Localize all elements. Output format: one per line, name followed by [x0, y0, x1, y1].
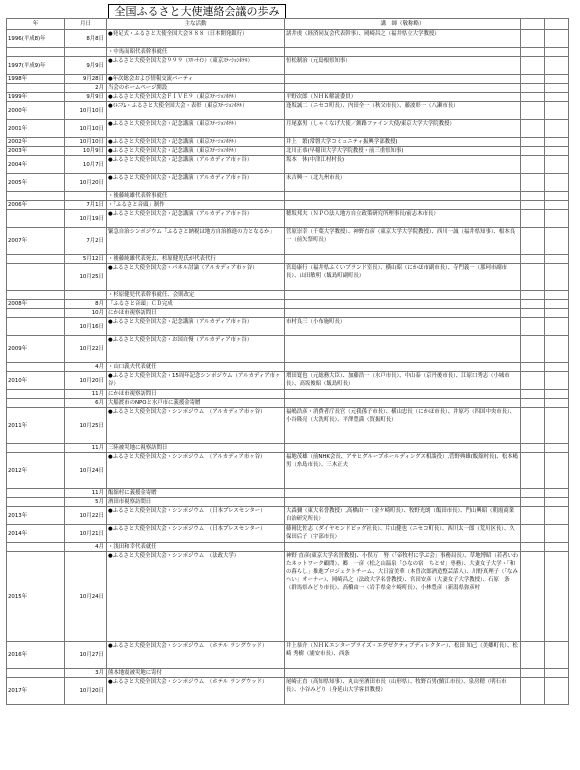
- blank-cell: [521, 318, 545, 336]
- lecturer-cell: 恒松制治（元島根県知事）: [285, 57, 521, 75]
- blank-cell: [545, 300, 569, 309]
- blank-cell: [521, 678, 545, 705]
- activity-cell: ・山口義夫代表就任: [107, 363, 285, 372]
- date-cell: 10月20日: [65, 372, 107, 390]
- lecturer-cell: 末吉興一（北九州市長）: [285, 174, 521, 192]
- year-cell: [7, 48, 65, 57]
- blank-cell: [545, 309, 569, 318]
- year-cell: 2017年: [7, 678, 65, 705]
- date-cell: 10月19日: [65, 210, 107, 228]
- lecturer-cell: [285, 336, 521, 363]
- blank-cell: [521, 552, 545, 642]
- blank-cell: [545, 372, 569, 390]
- blank-cell: [545, 669, 569, 678]
- blank-cell: [545, 543, 569, 552]
- activity-cell: 熊本地震被災地に寄付: [107, 669, 285, 678]
- activity-cell: ●ふるさと大使全国大会・シンポジウム （ホテル ラングウッド）: [107, 642, 285, 669]
- table-row: [7, 255, 569, 264]
- activity-cell: ●ふるさと大使全国大会・記念講演（東京ｽﾃｰｼｮﾝﾎﾃﾙ）: [107, 147, 285, 156]
- header-blank-2: [545, 19, 569, 30]
- activity-cell: にかほ市視察訪問日: [107, 390, 285, 399]
- table-row: [7, 102, 569, 120]
- lecturer-cell: 井上 繁(常磐大学コミュニティ振興学部教授): [285, 138, 521, 147]
- blank-cell: [545, 291, 569, 300]
- activity-cell: ・中馬而昭代表幹事就任: [107, 48, 285, 57]
- date-cell: 10月20日: [65, 174, 107, 192]
- lecturer-cell: [285, 300, 521, 309]
- blank-cell: [521, 309, 545, 318]
- date-cell: 6月: [65, 399, 107, 408]
- date-cell: 10月27日: [65, 642, 107, 669]
- activity-cell: ●発足式・ふるさと大使全国大会８８８（日本開発銀行）: [107, 30, 285, 48]
- activity-cell: ●ふるさと大使全国大会・記念講演（東京ｽﾃｰｼｮﾝﾎﾃﾙ）: [107, 138, 285, 147]
- blank-cell: [545, 228, 569, 255]
- blank-cell: [521, 498, 545, 507]
- blank-cell: [545, 201, 569, 210]
- blank-cell: [521, 138, 545, 147]
- lecturer-cell: [285, 84, 521, 93]
- activity-cell: ●ふるさと大使全国大会・記念講演（東京ｽﾃｰｼｮﾝﾎﾃﾙ）: [107, 120, 285, 138]
- activity-cell: ●ふるさと大使全国大会ＦＩＶＥ９（東京ｽﾃｰｼｮﾝﾎﾃﾙ）: [107, 93, 285, 102]
- year-cell: 1998年: [7, 75, 65, 84]
- blank-cell: [521, 264, 545, 291]
- lecturer-cell: [285, 201, 521, 210]
- activity-cell: 酒田市視察訪問日: [107, 498, 285, 507]
- activity-cell: ・浅田和幸代表就任: [107, 543, 285, 552]
- table-row: [7, 318, 569, 336]
- date-cell: 10月10日: [65, 102, 107, 120]
- table-row: [7, 669, 569, 678]
- blank-cell: [521, 336, 545, 363]
- date-cell: 7月1日: [65, 201, 107, 210]
- blank-cell: [521, 525, 545, 543]
- activity-cell: ・「ふるさと音頭」制作: [107, 201, 285, 210]
- blank-cell: [521, 390, 545, 399]
- blank-cell: [521, 444, 545, 453]
- blank-cell: [545, 318, 569, 336]
- header-blank-1: [521, 19, 545, 30]
- date-cell: 10月21日: [65, 525, 107, 543]
- lecturer-cell: [285, 255, 521, 264]
- year-cell: 2011年: [7, 408, 65, 444]
- blank-cell: [521, 48, 545, 57]
- table-row: [7, 228, 569, 255]
- activity-cell: ●ふるさと大使全国大会・記念講演（アルカディア市ヶ谷）: [107, 156, 285, 174]
- blank-cell: [545, 444, 569, 453]
- blank-cell: [545, 147, 569, 156]
- header-row: [7, 19, 569, 30]
- activity-cell: 大船渡市のNPOと水戸市に義援金寄贈: [107, 399, 285, 408]
- year-cell: [7, 399, 65, 408]
- date-cell: 9月9日: [65, 93, 107, 102]
- activity-cell: ●ふるさと大使全国大会・15周年記念シンポジウム（アルカディア市ヶ谷）: [107, 372, 285, 390]
- blank-cell: [545, 498, 569, 507]
- blank-cell: [521, 201, 545, 210]
- year-cell: 2013年: [7, 507, 65, 525]
- lecturer-cell: [285, 192, 521, 201]
- blank-cell: [521, 642, 545, 669]
- blank-cell: [521, 372, 545, 390]
- date-cell: 10月22日: [65, 507, 107, 525]
- lecturer-cell: [285, 543, 521, 552]
- date-cell: [65, 192, 107, 201]
- lecturer-cell: 菅原崇幸（千葉大学教授）、神野直彦（東京大学大学院教授）、西川一誠（福井県知事）、根本良一（前矢祭町長）: [285, 228, 521, 255]
- lecturer-cell: 諸井虔（経済同友会代表幹事）、岡崎昌之（福井県立大学教授）: [285, 30, 521, 48]
- blank-cell: [545, 93, 569, 102]
- date-cell: 11月: [65, 489, 107, 498]
- lecturer-cell: 坂本 休(中津江村村長): [285, 156, 521, 174]
- activity-cell: ●ﾐﾚﾆｱﾑ・ふるさと大使全国大会・表彰（東京ｽﾃｰｼｮﾝﾎﾃﾙ）: [107, 102, 285, 120]
- activity-cell: ●ふるさと大使全国大会・シンポジウム （日本プレスセンター）: [107, 507, 285, 525]
- date-cell: 10月24日: [65, 453, 107, 489]
- date-cell: 5月12日: [65, 255, 107, 264]
- year-cell: 2015年: [7, 552, 65, 642]
- blank-cell: [545, 120, 569, 138]
- table-row: [7, 399, 569, 408]
- year-cell: 2001年: [7, 120, 65, 138]
- blank-cell: [521, 408, 545, 444]
- lecturer-cell: 北川正恭(早稲田大学大学院教授・前三重県知事): [285, 147, 521, 156]
- year-cell: [7, 489, 65, 498]
- activity-cell: ●ふるさと大使全国大会・パネル討論（アルカディア市ヶ谷）: [107, 264, 285, 291]
- table-row: [7, 543, 569, 552]
- blank-cell: [521, 156, 545, 174]
- year-cell: [7, 318, 65, 336]
- table-row: [7, 93, 569, 102]
- date-cell: 3月: [65, 669, 107, 678]
- blank-cell: [521, 210, 545, 228]
- date-cell: 4月: [65, 543, 107, 552]
- blank-cell: [545, 84, 569, 93]
- activity-cell: 緊急自治シンポジウム「ふるさと納税は地方自治推進の力となるか」: [107, 228, 285, 255]
- blank-cell: [521, 300, 545, 309]
- date-cell: 8月: [65, 300, 107, 309]
- activity-cell: 飯舘村に義援金寄贈: [107, 489, 285, 498]
- date-cell: 5月: [65, 498, 107, 507]
- date-cell: 10月7日: [65, 156, 107, 174]
- lecturer-cell: [285, 498, 521, 507]
- blank-cell: [545, 489, 569, 498]
- year-cell: [7, 498, 65, 507]
- table-row: [7, 552, 569, 642]
- blank-cell: [545, 210, 569, 228]
- blank-cell: [545, 552, 569, 642]
- blank-cell: [545, 399, 569, 408]
- blank-cell: [521, 174, 545, 192]
- year-cell: [7, 309, 65, 318]
- blank-cell: [521, 363, 545, 372]
- date-cell: 10月20日: [65, 678, 107, 705]
- table-row: [7, 75, 569, 84]
- blank-cell: [545, 453, 569, 489]
- date-cell: 8月8日: [65, 30, 107, 48]
- lecturer-cell: 福地茂雄（前NHK会長、アサヒグループホールディングス相談役）,菅野典雄(飯舘村長)、松本嶋男（糸島市長）、三木正夫: [285, 453, 521, 489]
- year-cell: 1999年: [7, 93, 65, 102]
- date-cell: 9月28日: [65, 75, 107, 84]
- blank-cell: [545, 255, 569, 264]
- activity-cell: ・杉原健児代表幹事就任、会則改定: [107, 291, 285, 300]
- year-cell: [7, 264, 65, 291]
- year-cell: 2009年: [7, 336, 65, 363]
- table-row: [7, 300, 569, 309]
- blank-cell: [545, 525, 569, 543]
- date-cell: 11月: [65, 390, 107, 399]
- lecturer-cell: [285, 363, 521, 372]
- activity-cell: ・後藤純雄代表幹事就任: [107, 192, 285, 201]
- table-row: [7, 489, 569, 498]
- year-cell: 2005年: [7, 174, 65, 192]
- date-cell: 10月25日: [65, 264, 107, 291]
- lecturer-cell: 平野次郎（ＮＨＫ解説委員）: [285, 93, 521, 102]
- activity-cell: 「ふるさと音頭」ＣＤ完成: [107, 300, 285, 309]
- year-cell: 2002年: [7, 138, 65, 147]
- lecturer-cell: 増田寛也（元総務大臣）、加藤浩一（水戸市長）、中山泰（京丹後市長）、江原口秀志（小城市長）、高坂俊昭（飯島町長）: [285, 372, 521, 390]
- blank-cell: [521, 489, 545, 498]
- date-cell: 10月9日: [65, 147, 107, 156]
- blank-cell: [545, 507, 569, 525]
- table-row: [7, 30, 569, 48]
- table-row: [7, 57, 569, 75]
- blank-cell: [545, 264, 569, 291]
- year-cell: [7, 444, 65, 453]
- year-cell: [7, 84, 65, 93]
- table-row: [7, 678, 569, 705]
- table-row: [7, 309, 569, 318]
- year-cell: 2006年: [7, 201, 65, 210]
- year-cell: 2010年: [7, 372, 65, 390]
- date-cell: [65, 291, 107, 300]
- activity-cell: 当会のホームページ開設: [107, 84, 285, 93]
- lecturer-cell: [285, 75, 521, 84]
- year-cell: [7, 543, 65, 552]
- activity-cell: ・後藤純雄代表死去、杉原健児氏が代表代行: [107, 255, 285, 264]
- date-cell: 9月9日: [65, 57, 107, 75]
- year-cell: [7, 363, 65, 372]
- header-year: 年: [7, 19, 65, 30]
- year-cell: 1996(平成8)年: [7, 30, 65, 48]
- table-row: [7, 291, 569, 300]
- activity-cell: ●年次総会および情報交流パーティ: [107, 75, 285, 84]
- table-row: [7, 174, 569, 192]
- table-row: [7, 192, 569, 201]
- lecturer-cell: 福嶋浩彦・消費者庁長官（元我孫子市長）、横山忠長（にかほ市長）、井原巧（四国中央市長）、小谷隆亮（大洗町長）、平澤豊満（賀振町長）: [285, 408, 521, 444]
- activity-cell: ●ふるさと大使全国大会・記念講演（アルカディア市ヶ谷）: [107, 174, 285, 192]
- blank-cell: [521, 75, 545, 84]
- year-cell: 2004年: [7, 156, 65, 174]
- lecturer-cell: [285, 291, 521, 300]
- activity-cell: ●ふるさと大使全国大会・お国自慢（アルカディア市ヶ谷）: [107, 336, 285, 363]
- date-cell: 10月10日: [65, 120, 107, 138]
- header-activity: 主な活動: [107, 19, 285, 30]
- blank-cell: [545, 336, 569, 363]
- blank-cell: [545, 75, 569, 84]
- blank-cell: [521, 543, 545, 552]
- year-cell: 2016年: [7, 642, 65, 669]
- activity-cell: ●ふるさと大使全国大会・シンポジウム （アルカディア市ヶ谷）: [107, 408, 285, 444]
- table-row: [7, 390, 569, 399]
- year-cell: [7, 291, 65, 300]
- header-date: 月日: [65, 19, 107, 30]
- header-lecturer: 講 師（敬称略）: [285, 19, 521, 30]
- table-row: [7, 444, 569, 453]
- blank-cell: [521, 84, 545, 93]
- lecturer-cell: [285, 489, 521, 498]
- blank-cell: [545, 408, 569, 444]
- year-cell: 1997(平成9)年: [7, 57, 65, 75]
- lecturer-cell: [285, 48, 521, 57]
- table-row: [7, 498, 569, 507]
- lecturer-cell: 尾崎正直（高知県知事）、丸山至酒田市長（山形県）、牧野百男(鯖江市長）、泉房穂（明石市長）、小谷みどり（身延山大学客員教授）: [285, 678, 521, 705]
- table-row: [7, 408, 569, 444]
- table-row: [7, 525, 569, 543]
- table-row: [7, 156, 569, 174]
- history-table: [6, 18, 569, 705]
- table-row: [7, 48, 569, 57]
- blank-cell: [545, 642, 569, 669]
- blank-cell: [521, 93, 545, 102]
- blank-cell: [521, 192, 545, 201]
- date-cell: 10月10日: [65, 138, 107, 147]
- blank-cell: [545, 390, 569, 399]
- year-cell: [7, 192, 65, 201]
- blank-cell: [545, 102, 569, 120]
- blank-cell: [521, 120, 545, 138]
- activity-cell: ●ふるさと大使全国大会９９９（ｽﾘｰﾅｲﾝ）（東京ｽﾃｰｼｮﾝﾎﾃﾙ）: [107, 57, 285, 75]
- table-row: [7, 264, 569, 291]
- date-cell: 10月25日: [65, 408, 107, 444]
- year-cell: [7, 210, 65, 228]
- blank-cell: [521, 57, 545, 75]
- blank-cell: [545, 138, 569, 147]
- table-row: [7, 147, 569, 156]
- blank-cell: [521, 453, 545, 489]
- blank-cell: [521, 669, 545, 678]
- lecturer-cell: 市村良三（小布施町長）: [285, 318, 521, 336]
- blank-cell: [545, 30, 569, 48]
- table-row: [7, 138, 569, 147]
- date-cell: 10月16日: [65, 318, 107, 336]
- date-cell: 11月: [65, 444, 107, 453]
- activity-cell: ●ふるさと大使全国大会・シンポジウム （日本プレスセンター）: [107, 525, 285, 543]
- lecturer-cell: 宮島康行（福井県ふくいブランド室長）、横山昭（にかほ市副市長）、寺門義一（那珂市副市長）、山田敏明（飯島町副町長）: [285, 264, 521, 291]
- date-cell: 10月: [65, 309, 107, 318]
- lecturer-cell: 逢坂誠二（ニセコ町長）、内田全一（秋父市長）、藤波彰一（八瀬市長）: [285, 102, 521, 120]
- activity-cell: ●ふるさと大使全国大会・記念講演（アルカディア市ヶ谷）: [107, 210, 285, 228]
- lecturer-cell: 大森彌（東大名誉教授）,高橋由一（金ケ崎町長）、牧野光朗（飯田市長）、門山興昭（朝霞商業自治研究所長）: [285, 507, 521, 525]
- lecturer-cell: 井上恭介（ＮＨＫエンタープライズ・エグゼクティブディレクター）、松田 知己（美郷町長）、松崎 秀樹（浦安市長）、西条: [285, 642, 521, 669]
- table-row: [7, 336, 569, 363]
- year-cell: 2008年: [7, 300, 65, 309]
- lecturer-cell: 神野 直彦(東京大学名誉教授)、小俣万 努（「帝牧村に学ぶ会」事務局長）、草地博昭（若者いわたネットワーク顧問）、郷 一彦（松之山温泉「ひなの宿 ちとせ」専務）、大妻女子大学・「和の暮らし」推進プロジェクトチーム、大日富美華（本曽次郎酒造整芸話人）、川野真理子（「なみへい」オーナー）、岡崎昌之（法政大学名誉教授）、宮田安彦（大妻女子大学教授）、石原 条（群馬県みどり市長）、高橋由一（岩手県金ケ崎町長）、小林豊彦（新潟県弥彦村: [285, 552, 521, 642]
- table-row: [7, 453, 569, 489]
- date-cell: 10月22日: [65, 336, 107, 363]
- blank-cell: [545, 57, 569, 75]
- blank-cell: [521, 30, 545, 48]
- blank-cell: [521, 507, 545, 525]
- lecturer-cell: 穂坂邦夫（ＮＰＯ法人地方自立政策研究所理事長/前志木市長）: [285, 210, 521, 228]
- year-cell: 2014年: [7, 525, 65, 543]
- table-row: [7, 372, 569, 390]
- year-cell: [7, 390, 65, 399]
- lecturer-cell: 藤岡比佐志（ダイヤモンドビッグ社長）、片山健也（ニセコ町長）、西川太一郎（荒川区長）、久保田后子（宇部市長）: [285, 525, 521, 543]
- table-row: [7, 84, 569, 93]
- lecturer-cell: [285, 444, 521, 453]
- year-cell: 2012年: [7, 453, 65, 489]
- date-cell: [65, 48, 107, 57]
- table-row: [7, 642, 569, 669]
- blank-cell: [545, 156, 569, 174]
- blank-cell: [521, 102, 545, 120]
- activity-cell: 三陸被災地に視察訪問日: [107, 444, 285, 453]
- year-cell: [7, 255, 65, 264]
- blank-cell: [521, 147, 545, 156]
- blank-cell: [545, 174, 569, 192]
- blank-cell: [521, 399, 545, 408]
- lecturer-cell: [285, 309, 521, 318]
- year-cell: 2003年: [7, 147, 65, 156]
- blank-cell: [545, 192, 569, 201]
- blank-cell: [545, 48, 569, 57]
- blank-cell: [545, 363, 569, 372]
- table-row: [7, 363, 569, 372]
- date-cell: 2月: [65, 84, 107, 93]
- year-cell: 2000年: [7, 102, 65, 120]
- lecturer-cell: [285, 399, 521, 408]
- year-cell: 2007年: [7, 228, 65, 255]
- page-title: 全国ふるさと大使連絡会議の歩み: [108, 4, 286, 19]
- activity-cell: ●ふるさと大使全国大会・シンポジウム （法政大学）: [107, 552, 285, 642]
- blank-cell: [521, 291, 545, 300]
- date-cell: 4月: [65, 363, 107, 372]
- year-cell: [7, 669, 65, 678]
- blank-cell: [545, 678, 569, 705]
- activity-cell: ●ふるさと大使全国大会・シンポジウム （ホテル ラングウッド）: [107, 678, 285, 705]
- table-row: [7, 120, 569, 138]
- activity-cell: にかほ市視察訪問日: [107, 309, 285, 318]
- activity-cell: ●ふるさと大使全国大会・記念講演（アルカディア市ヶ谷）: [107, 318, 285, 336]
- blank-cell: [521, 228, 545, 255]
- lecturer-cell: [285, 390, 521, 399]
- date-cell: 10月24日: [65, 552, 107, 642]
- lecturer-cell: 月尾嘉男（しゃくなげ大使／釧路ファイン大使/東京大学大学院教授）: [285, 120, 521, 138]
- table-row: [7, 507, 569, 525]
- table-row: [7, 201, 569, 210]
- lecturer-cell: [285, 669, 521, 678]
- table-row: [7, 210, 569, 228]
- activity-cell: ●ふるさと大使全国大会・シンポジウム （アルカディア市ヶ谷）: [107, 453, 285, 489]
- date-cell: 7月2日: [65, 228, 107, 255]
- blank-cell: [521, 255, 545, 264]
